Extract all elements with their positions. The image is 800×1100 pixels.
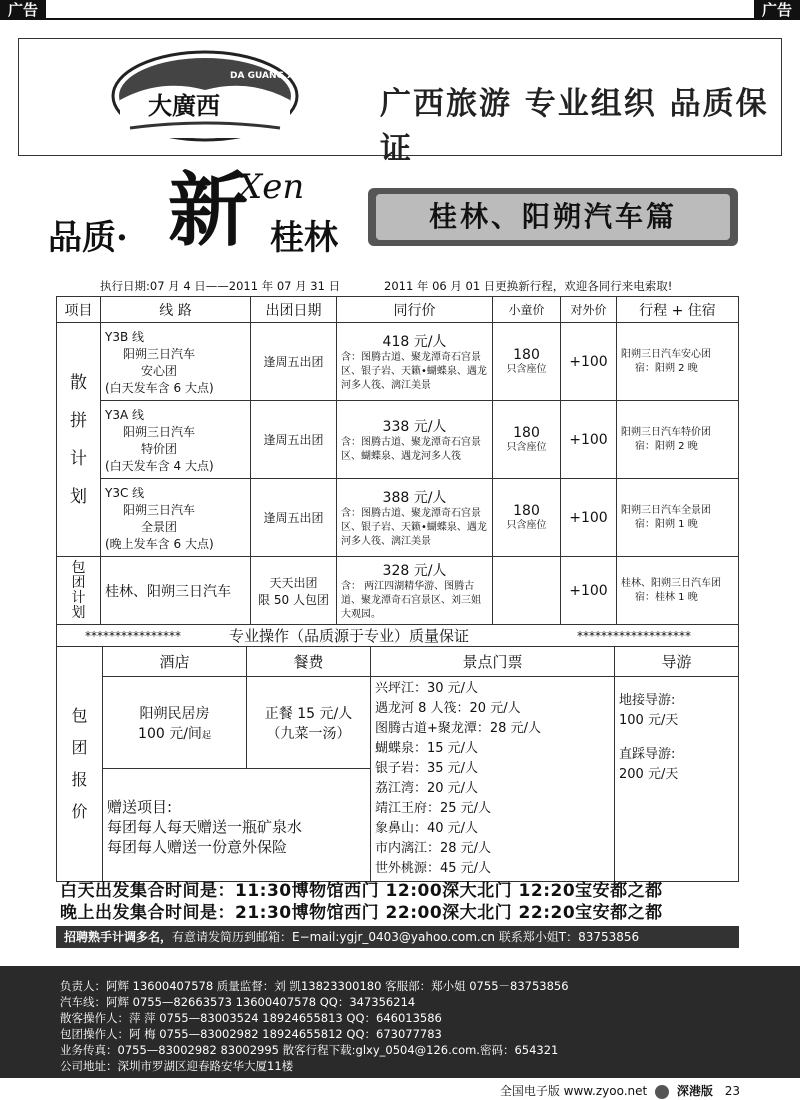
footer-line: 公司地址：深圳市罗湖区迎春路安华大厦11楼 — [60, 1059, 294, 1073]
edition: 深港版 — [676, 1084, 713, 1098]
meal-note: （九菜一汤） — [266, 725, 351, 742]
update-note: 2011 年 06 月 01 日更换新行程，欢迎各同行来电索取! — [384, 279, 673, 293]
trip: 桂林、阳朔三日汽车团 — [621, 577, 721, 589]
price-cell — [337, 401, 493, 479]
route-name: 阳朔三日汽车 — [123, 502, 196, 517]
trip-cell — [617, 401, 739, 479]
table-row — [57, 323, 739, 401]
trip: 阳朔三日汽车全景团 — [621, 504, 711, 516]
table-header-row — [57, 647, 739, 677]
table-header-row — [57, 297, 739, 323]
meal-price: 正餐 15 元/人 — [264, 705, 353, 722]
price: 388 元/人 — [382, 489, 447, 506]
table-row — [57, 401, 739, 479]
col-header: 对外价 — [561, 297, 617, 323]
table-row — [57, 479, 739, 557]
stay: 宿：桂林 1 晚 — [635, 591, 698, 603]
ticket-item: 遇龙河 8 人筏：20 元/人 — [375, 701, 521, 716]
gift-title: 赠送项目: — [107, 798, 173, 817]
guide-label: 地接导游: — [619, 693, 676, 708]
top-divider — [46, 18, 754, 20]
logo — [110, 48, 300, 148]
col-header: 导游 — [615, 647, 739, 677]
includes: 含： 两江四湖精华游、图腾古道、聚龙潭奇石宫景区、刘三姐大观园。 — [341, 580, 481, 620]
stay: 宿：阳朔 2 晚 — [635, 440, 698, 452]
title-pill-text: 桂林、阳朔汽车篇 — [376, 194, 730, 240]
route-cell — [101, 401, 251, 479]
title-pill — [368, 188, 738, 246]
footer-line: 业务传真：0755—83002982 83002995 散客行程下载:glxy_0504@126.com.密码：654321 — [60, 1043, 559, 1057]
page-number: 23 — [724, 1084, 740, 1098]
headline-script: Xen — [238, 167, 305, 207]
price-cell — [337, 557, 493, 625]
price: 418 元/人 — [382, 333, 447, 350]
ad-label-left: 广告 — [0, 0, 46, 20]
red-circle-icon — [655, 1085, 669, 1099]
route-code: Y3A 线 — [105, 407, 144, 422]
col-header: 项目 — [57, 297, 101, 323]
date-line: 限 50 人包团 — [258, 592, 329, 607]
ticket-item: 银子岩：35 元/人 — [375, 761, 479, 776]
hotel-price: 100 元/间 — [138, 725, 202, 742]
table-row — [57, 557, 739, 625]
route-note: (晚上发车含 6 大点) — [105, 536, 214, 551]
col-header: 景点门票 — [371, 647, 615, 677]
trip-cell — [617, 479, 739, 557]
date-cell — [251, 557, 337, 625]
price: 338 元/人 — [382, 418, 447, 435]
route-cell — [101, 323, 251, 401]
headline-left: 品质· — [48, 218, 128, 258]
child-price: 180 — [513, 424, 540, 441]
hotel-name: 阳朔民居房 — [139, 705, 210, 722]
ticket-item: 图腾古道+聚龙潭：28 元/人 — [375, 721, 541, 736]
date-cell: 逢周五出团 — [251, 323, 337, 401]
includes: 含：图腾古道、聚龙潭奇石宫景区、银子岩、天籁•蝴蝶泉、遇龙河多人筏、漓江美景 — [341, 507, 487, 547]
ext-cell: +100 — [561, 323, 617, 401]
tickets-cell — [371, 677, 615, 882]
child-note: 只含座位 — [506, 363, 547, 375]
child-price: 180 — [513, 346, 540, 363]
stars-right: ******************* — [577, 629, 691, 643]
route-type: 安心团 — [141, 363, 178, 378]
recruit-title: 招聘熟手计调多名， — [64, 930, 173, 944]
route-code: Y3B 线 — [105, 329, 145, 344]
site-label: 全国电子版 www.zyoo.net — [499, 1084, 648, 1098]
ticket-item: 世外桃源：45 元/人 — [375, 861, 492, 876]
route-table — [56, 296, 739, 625]
footer-line: 负责人：阿辉 13600407578 质量监督：刘 凯13823300180 客服部：郑小姐 0755－83753856 — [60, 979, 569, 993]
side-label: 包 团 报 价 — [57, 647, 103, 882]
group-label: 散 拼 计 划 — [57, 323, 101, 557]
col-header: 出团日期 — [251, 297, 337, 323]
trip-cell — [617, 323, 739, 401]
col-header: 酒店 — [103, 647, 247, 677]
route-type: 全景团 — [141, 519, 178, 534]
child-cell — [493, 479, 561, 557]
route-code: Y3C 线 — [105, 485, 145, 500]
logo-cn: 大廣西 — [148, 91, 220, 120]
col-header: 同行价 — [337, 297, 493, 323]
guide-cell — [615, 677, 739, 882]
slogan: 广西旅游 专业组织 品质保证 — [380, 86, 769, 167]
trip-cell — [617, 557, 739, 625]
exec-dates: 执行日期:07 月 4 日——2011 年 07 月 31 日 — [100, 279, 341, 293]
ticket-item: 靖江王府：25 元/人 — [375, 801, 492, 816]
guide-label: 直踩导游: — [619, 747, 676, 762]
route-cell: 桂林、阳朔三日汽车 — [101, 557, 251, 625]
child-cell — [493, 401, 561, 479]
date-cell: 逢周五出团 — [251, 479, 337, 557]
child-cell — [493, 557, 561, 625]
child-note: 只含座位 — [506, 519, 547, 531]
col-header: 线 路 — [101, 297, 251, 323]
footer-line: 散客操作人：萍 萍 0755—83003524 18924655813 QQ：646013586 — [60, 1011, 442, 1025]
meal-cell — [247, 677, 371, 769]
stars-left: **************** — [85, 629, 181, 643]
stay: 宿：阳朔 2 晚 — [635, 362, 698, 374]
price: 328 元/人 — [382, 562, 447, 579]
ticket-item: 蝴蝶泉：15 元/人 — [375, 741, 479, 756]
ticket-item: 市内漓江：28 元/人 — [375, 841, 492, 856]
hotel-cell — [103, 677, 247, 769]
night-gather-time: 晚上出发集合时间是：21:30博物馆西门 22:00深大北门 22:20宝安都之都 — [60, 903, 663, 923]
footer-line: 包团操作人：阿 梅 0755—83002982 18924655812 QQ：673077783 — [60, 1027, 442, 1041]
trip: 阳朔三日汽车安心团 — [621, 348, 711, 360]
ticket-item: 兴坪江：30 元/人 — [375, 681, 479, 696]
child-cell — [493, 323, 561, 401]
table-row — [57, 677, 739, 769]
trip: 阳朔三日汽车特价团 — [621, 426, 711, 438]
recruit-text: 有意请发简历到邮箱：E−mail:ygjr_0403@yahoo.com.cn 联系郑小姐T：83753856 — [172, 930, 640, 944]
route-note: (白天发车含 4 大点) — [105, 458, 214, 473]
col-header: 小童价 — [493, 297, 561, 323]
col-header: 餐费 — [247, 647, 371, 677]
includes: 含：图腾古道、聚龙潭奇石宫景区、银子岩、天籁•蝴蝶泉、遇龙河多人筏、漓江美景 — [341, 351, 487, 391]
footer-line: 汽车线：阿辉 0755—82663573 13600407578 QQ：347356214 — [60, 995, 416, 1009]
route-cell — [101, 479, 251, 557]
route-name: 阳朔三日汽车 — [123, 346, 196, 361]
price-cell — [337, 323, 493, 401]
logo-en: DA GUANG XI — [230, 71, 298, 81]
ad-label-right: 广告 — [754, 0, 800, 20]
route-note: (白天发车含 6 大点) — [105, 380, 214, 395]
gift-item: 每团每人赠送一份意外保险 — [107, 838, 288, 857]
headline-big-char: 新 — [168, 163, 248, 253]
child-note: 只含座位 — [506, 441, 547, 453]
quality-banner — [56, 624, 739, 646]
ticket-item: 象鼻山：40 元/人 — [375, 821, 479, 836]
ext-cell: +100 — [561, 401, 617, 479]
date-line: 天天出团 — [269, 575, 318, 590]
ext-cell: +100 — [561, 557, 617, 625]
hotel-suffix: 起 — [201, 730, 211, 741]
page-footer — [500, 1082, 740, 1099]
headline-right: 桂林 — [270, 218, 338, 258]
recruit-bar — [56, 926, 739, 948]
price-cell — [337, 479, 493, 557]
route-name: 阳朔三日汽车 — [123, 424, 196, 439]
group-label: 包 团 计 划 — [57, 557, 101, 625]
day-gather-time: 白天出发集合时间是：11:30博物馆西门 12:00深大北门 12:20宝安都之都 — [60, 881, 663, 901]
package-table — [56, 646, 739, 882]
col-header: 行程 + 住宿 — [617, 297, 739, 323]
gift-cell — [103, 769, 371, 882]
includes: 含：图腾古道、聚龙潭奇石宫景区、蝴蝶泉、遇龙河多人筏 — [341, 436, 481, 462]
date-cell: 逢周五出团 — [251, 401, 337, 479]
child-price: 180 — [513, 502, 540, 519]
ext-cell: +100 — [561, 479, 617, 557]
ticket-item: 荔江湾：20 元/人 — [375, 781, 479, 796]
guide-price: 200 元/天 — [619, 767, 679, 782]
contact-footer — [0, 966, 800, 1078]
quality-text: 专业操作（品质源于专业）质量保证 — [229, 627, 470, 645]
route-type: 特价团 — [141, 441, 178, 456]
stay: 宿：阳朔 1 晚 — [635, 518, 698, 530]
gift-item: 每团每人每天赠送一瓶矿泉水 — [107, 818, 303, 837]
guide-price: 100 元/天 — [619, 713, 679, 728]
